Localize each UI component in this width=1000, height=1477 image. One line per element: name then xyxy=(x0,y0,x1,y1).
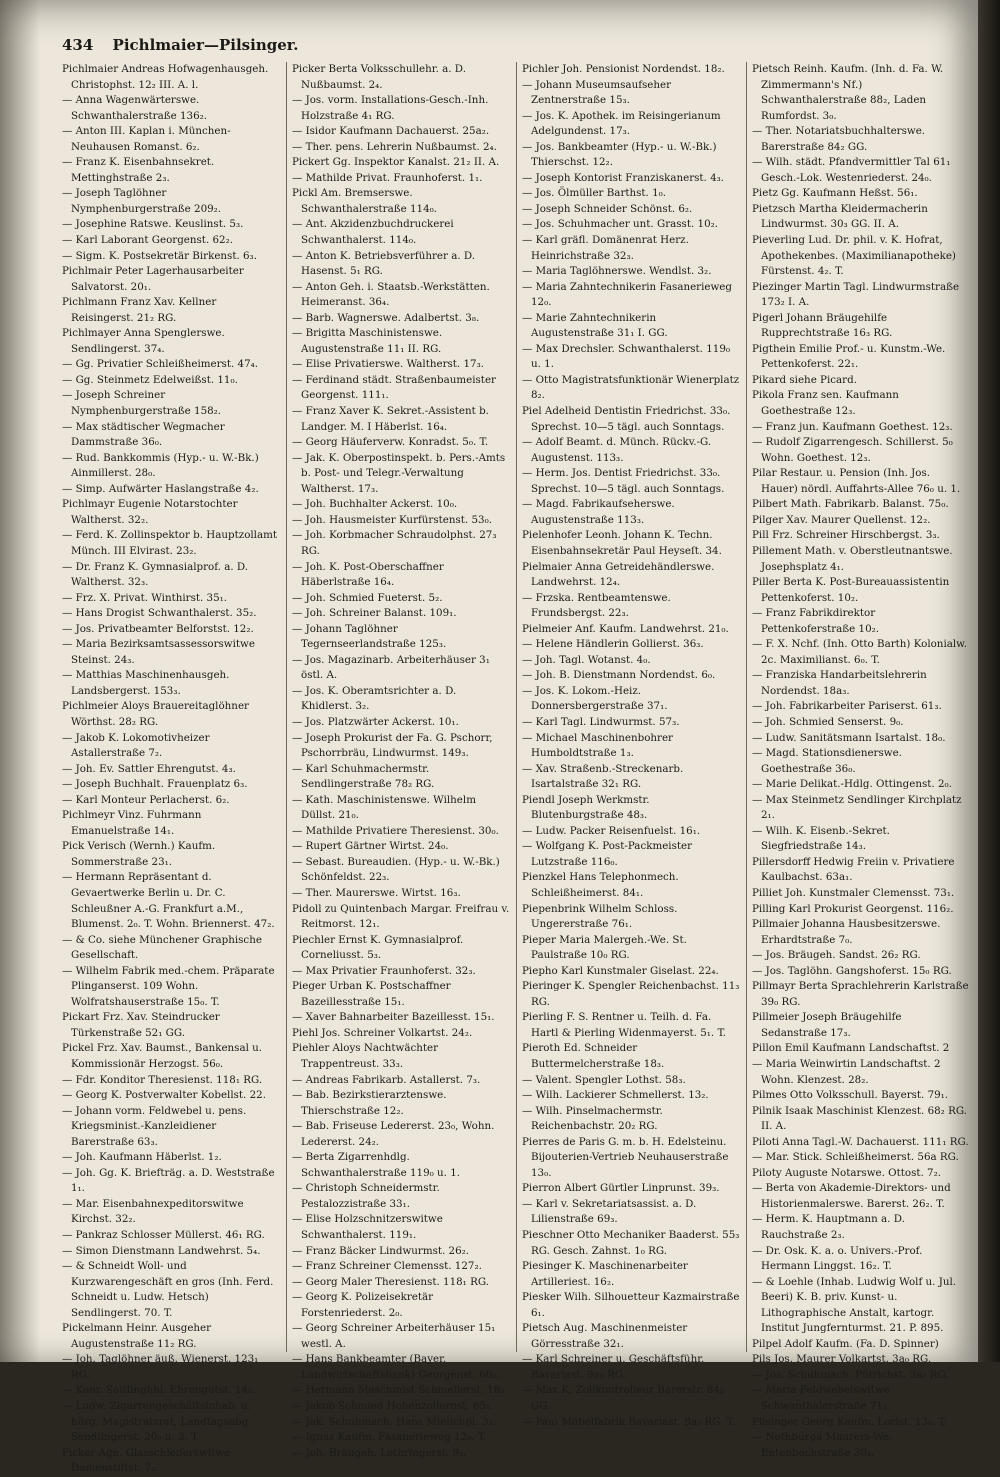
directory-entry: — Brigitta Maschinistenswe. Augustenstraße 11₁ II. RG. xyxy=(292,327,443,355)
directory-entry: — Joh. Hausmeister Kurfürstenst. 53₀. xyxy=(292,513,492,526)
directory-entry: — Jos. K. Lokom.-Heiz. Donnersbergerstraße 37₁. xyxy=(522,684,668,713)
directory-entry: — Hans Drogist Schwanthalerst. 35₂. xyxy=(62,607,257,620)
directory-entry: Pichlmayer Anna Spenglerswe. Sendlingerst. 37₄. xyxy=(62,327,225,355)
directory-entry: — Anton Geh. i. Staatsb.-Werkstätten. Heimeranst. 36₄. xyxy=(292,280,490,309)
directory-entry: — Bab. Friseuse Ledererst. 23₀, Wohn. Ledererst. 24₂. xyxy=(292,1120,495,1148)
book-edge-shadow xyxy=(978,0,1000,1362)
directory-entry: — Rupert Gärtner Wirtst. 24₀. xyxy=(292,840,449,853)
directory-entry: Pichler Joh. Pensionist Nordendst. 18₂. xyxy=(522,63,725,75)
directory-entry: — Otto Magistratsfunktionär Wienerplatz 8₂. xyxy=(522,373,740,402)
directory-entry: — Max Privatier Fraunhoferst. 32₃. xyxy=(292,964,476,977)
directory-entry: — Jos. Magazinarb. Arbeiterhäuser 3₁ östl. A. xyxy=(292,653,490,682)
directory-entry: Piloti Anna Tagl.-W. Dachauerst. 111₁ RG. xyxy=(752,1135,969,1148)
directory-entry: Pilar Restaur. u. Pension (Inh. Jos. Hauer) nördl. Auffahrts-Allee 76₀ u. 1. xyxy=(752,467,961,495)
directory-entry: Pierron Albert Gürtler Linprunst. 39₃. xyxy=(522,1182,720,1195)
directory-entry: — Bab. Bezirkstierarztenswe. Thierschstraße 12₂. xyxy=(292,1089,447,1117)
directory-entry: — Jos. Taglöhn. Gangshoferst. 15₀ RG. xyxy=(752,964,952,977)
directory-entry: — Joseph Schreiner Nymphenburgerstraße 158₂. xyxy=(62,389,222,418)
directory-entry: — Jos. Bankbeamter (Hyp.- u. W.-Bk.) Thierschst. 12₂. xyxy=(522,140,717,169)
directory-entry: — Georg Häuferverw. Konradst. 5₀. T. xyxy=(292,436,489,449)
directory-entry: — Herm. Jos. Dentist Friedrichst. 33₀. Sprechst. 10—5 tägl. auch Sonntags. xyxy=(522,467,725,495)
directory-entry: — Jos. Bräugeh. Sandst. 26₂ RG. xyxy=(752,949,921,962)
directory-entry: — F. X. Nchf. (Inh. Otto Barth) Kolonialw. 2c. Maximilianst. 6₀. T. xyxy=(752,638,968,666)
directory-entry: — Joh. Schmied Fueterst. 5₂. xyxy=(292,591,443,604)
directory-entry: Piloty Auguste Notarswe. Ottost. 7₂. xyxy=(752,1166,942,1179)
directory-entry: — Sebast. Bureaudien. (Hyp.- u. W.-Bk.) Schönfeldst. 22₃. xyxy=(292,855,500,884)
directory-entry: — Dr. Osk. K. a. o. Univers.-Prof. Hermann Linggst. 16₂. T. xyxy=(752,1244,923,1273)
directory-entry: Pickart Frz. Xav. Steindrucker Türkenstraße 52₁ GG. xyxy=(62,1011,220,1039)
directory-entry: Pichlmeyr Vinz. Fuhrmann Emanuelstraße 14₁. xyxy=(62,809,202,837)
directory-entry: Piesinger K. Maschinenarbeiter Artilleriest. 16₂. xyxy=(522,1260,688,1288)
directory-entry: — Herm. K. Hauptmann a. D. Rauchstraße 2₃. xyxy=(752,1213,905,1242)
directory-entry: Pillon Emil Kaufmann Landschaftst. 2 xyxy=(752,1042,950,1055)
directory-entry: Pietsch Aug. Maschinenmeister Görresstraße 32₁. xyxy=(522,1322,688,1350)
directory-entry: — Maria Taglöhnerswe. Wendlst. 3₂. xyxy=(522,265,712,278)
directory-entry: — Gg. Privatier Schleißheimerst. 47₄. xyxy=(62,358,259,371)
directory-entry: Pickelmann Heinr. Ausgeher Augustenstraße 11₂ RG. xyxy=(62,1322,212,1350)
directory-entry: — Maria Feldwebelswitwe Schwanthalerstraße 71₁. xyxy=(752,1384,891,1413)
directory-entry: — Karl Laborant Georgenst. 62₂. xyxy=(62,234,233,247)
directory-entry: — Adolf Beamt. d. Münch. Rückv.-G. Augustenst. 113₃. xyxy=(522,436,712,464)
column-2 xyxy=(292,62,510,1459)
directory-entry: — Marie Delikat.-Hdlg. Ottingenst. 2₀. xyxy=(752,778,952,791)
directory-entry: — Jos. Privatbeamter Belforstst. 12₂. xyxy=(62,622,254,635)
directory-entry: Pichlmair Peter Lagerhausarbeiter Salvatorst. 20₁. xyxy=(62,265,244,293)
directory-entry: — Jos. Schuhmacher unt. Grasst. 10₂. xyxy=(522,218,719,231)
directory-entry: — Karl Schreiner u. Geschäftsführ. Bavariast. 9a₃ RG. xyxy=(522,1353,705,1381)
directory-entry: — Ther. pens. Lehrerin Nußbaumst. 2₄. xyxy=(292,140,497,153)
directory-entry: — Joh. Ev. Sattler Ehrengutst. 4₃. xyxy=(62,762,236,775)
directory-entry: — Elise Privatierswe. Waltherst. 17₃. xyxy=(292,358,484,371)
directory-entry: Pickert Gg. Inspektor Kanalst. 21₂ II. A. xyxy=(292,156,500,169)
directory-entry: Pieger Urban K. Postschaffner Bazeillesstraße 15₁. xyxy=(292,980,451,1008)
directory-entry: Pielenhofer Leonh. Johann K. Techn. Eisenbahnsekretär Paul Heyseſt. 34. xyxy=(522,529,722,557)
directory-entry: Piendl Joseph Werkmstr. Blutenburgstraße 48₃. xyxy=(522,793,650,822)
directory-entry: — Magd. Stationsdienerswe. Goethestraße 36₀. xyxy=(752,747,902,775)
directory-entry: — Fdr. Konditor Theresienst. 118₁ RG. xyxy=(62,1073,263,1086)
directory-entry: — Wilh. städt. Pfandvermittler Tal 61₁ Gesch.-Lok. Westenriederst. 24₀. xyxy=(752,156,951,184)
directory-entry: Pickl Am. Bremserswe. Schwanthalerstraße 114₀. xyxy=(292,187,438,215)
directory-entry: — Rudolf Zigarrengesch. Schillerst. 5₀ Wohn. Goethest. 12₃. xyxy=(752,436,953,464)
directory-entry: — Xav. Straßenb.-Streckenarb. Isartalstraße 32₁ RG. xyxy=(522,762,684,791)
directory-entry: — Matthias Maschinenhausgeh. Landsbergerst. 153₃. xyxy=(62,669,230,697)
directory-entry: Pilmes Otto Volksschull. Bayerst. 79₁. xyxy=(752,1089,949,1102)
directory-entry: — Wilh. Pinselmachermstr. Reichenbachstr. 20₂ RG. xyxy=(522,1104,663,1133)
directory-entry: — Frz. X. Privat. Winthirst. 35₁. xyxy=(62,591,228,604)
directory-entry: — Franz jun. Kaufmann Goethest. 12₃. xyxy=(752,420,953,433)
directory-entry: — Jos. K. Apothek. im Reisingerianum Adelgundenst. 17₃. xyxy=(522,109,721,138)
directory-entry: Pilbert Math. Fabrikarb. Balanst. 75₀. xyxy=(752,498,949,511)
directory-entry: Pierres de Paris G. m. b. H. Edelsteinu. Bijouterien-Vertrieb Neuhauserstraße 13₀. xyxy=(522,1135,729,1179)
directory-entry: Picker Agn. Glasschleiferswitwe Damenstiftst. 7₃. xyxy=(62,1446,231,1475)
directory-entry: — Maria Weinwirtin Landschaftst. 2 Wohn. Klenzest. 28₂. xyxy=(752,1058,941,1086)
directory-entry: — Joseph Kontorist Franziskanerst. 4₃. xyxy=(522,171,725,184)
directory-entry: — Franz K. Eisenbahnsekret. Mettinghstraße 2₃. xyxy=(62,156,215,184)
directory-entry: — & Co. siehe Münchener Graphische Gesellschaft. xyxy=(62,933,262,962)
directory-entry: Pikola Franz sen. Kaufmann Goethestraße 12₃. xyxy=(752,389,899,418)
directory-entry: Pikard siehe Picard. xyxy=(752,373,857,386)
directory-entry: — Johann Taglöhner Tegernseerlandstraße 125₃. xyxy=(292,622,447,651)
directory-entry: Piller Berta K. Post-Bureauassistentin Pettenkoferst. 10₂. xyxy=(752,576,950,604)
directory-entry: — Franz Schreiner Clemensst. 127₂. xyxy=(292,1260,482,1273)
column-4 xyxy=(752,62,970,1459)
directory-entry: — Mathilde Privatiere Theresienst. 30₀. xyxy=(292,824,499,837)
directory-entry: — Joh. Fabrikarbeiter Pariserst. 61₃. xyxy=(752,700,942,713)
directory-entry: — Barb. Wagnerswe. Adalbertst. 3₈. xyxy=(292,311,480,324)
directory-entry: Pillersdorff Hedwig Freiin v. Privatiere Kaulbachst. 63a₁. xyxy=(752,855,955,884)
directory-entry: — Berta von Akademie-Direktors- und Historienmalerswe. Barerst. 26₂. T. xyxy=(752,1182,951,1210)
directory-entry: — Wilh. K. Eisenb.-Sekret. Siegfriedstraße 14₃. xyxy=(752,824,890,853)
directory-entry: — Georg K. Polizeisekretär Forstenriederst. 2₀. xyxy=(292,1291,434,1319)
directory-entry: — Jos. Platzwärter Ackerst. 10₁. xyxy=(292,715,459,728)
column-3 xyxy=(522,62,740,1428)
directory-entry: — Pankraz Schlosser Müllerst. 46₁ RG. xyxy=(62,1229,265,1242)
directory-entry: Pickel Frz. Xav. Baumst., Bankensal u. Kommissionär Herzogst. 56₀. xyxy=(62,1042,263,1070)
directory-entry: — Ludw. Zigarrengeschäftsinhab. u. bürg. Magistratsrat, Landtagsabg. Sendlingerst. 20₀ u. 3. T. xyxy=(62,1400,252,1444)
directory-entry: — Joh. Gg. K. Briefträg. a. D. Weststraße 1₁. xyxy=(62,1166,275,1195)
directory-entry: — Joh. Kaufmann Häberlst. 1₂. xyxy=(62,1151,222,1164)
directory-entry: — Hermann Repräsentant d. Gevaertwerke Berlin u. Dr. C. Schleußner A.-G. Frankfurt a.M., Blumenst. 2₀. T. Wohn. Briennerst. 47₂. xyxy=(62,871,275,931)
directory-entry: Pilling Karl Prokurist Georgenst. 116₂. xyxy=(752,902,954,915)
directory-entry: Picker Berta Volksschullehr. a. D. Nußbaumst. 2₄. xyxy=(292,63,466,91)
directory-entry: Pigthein Emilie Prof.- u. Kunstm.-We. Pettenkoferst. 22₁. xyxy=(752,342,946,371)
directory-entry: — Mar. Eisenbahnexpeditorswitwe Kirchst. 32₂. xyxy=(62,1197,244,1226)
directory-entry: — Paul Möbelfabrik Bavariast. 9a₂ RG. T. xyxy=(522,1415,736,1428)
directory-entry: — Josephine Ratswe. Keuslinst. 5₃. xyxy=(62,218,244,231)
directory-entry: Pillmayr Berta Sprachlehrerin Karlstraße 39₀ RG. xyxy=(752,980,969,1008)
directory-entry: Pillmaier Johanna Hausbesitzerswe. Erhardtstraße 7₀. xyxy=(752,918,941,946)
directory-entry: — Berta Zigarrenhdlg. Schwanthalerstraße 119₀ u. 1. xyxy=(292,1151,461,1179)
directory-entry: — Dr. Franz K. Gymnasialprof. a. D. Waltherst. 32₃. xyxy=(62,560,249,589)
directory-entry: Pilger Xav. Maurer Quellenst. 12₂. xyxy=(752,513,931,526)
directory-entry: Pilnik Isaak Maschinist Klenzest. 68₂ RG. II. A. xyxy=(752,1104,967,1133)
directory-entry: — & Loehle (Inhab. Ludwig Wolf u. Jul. Beeri) K. B. priv. Kunst- u. Lithographische Anstalt, kartogr. Institut Jungfernturmst. 21. P. 895. xyxy=(752,1275,957,1335)
directory-entry: — Joh. Tagl. Wotanst. 4₀. xyxy=(522,653,651,666)
directory-entry: — Hermann Maschinist Schmellerst. 18₃. xyxy=(292,1384,508,1397)
directory-entry: — Maria Zahntechnikerin Fasanerieweg 12₀. xyxy=(522,280,732,309)
directory-entry: — Kath. Maschinistenswe. Wilhelm Düllst. 21₀. xyxy=(292,793,476,822)
directory-entry: — Jos. Ölmüller Barthst. 1₀. xyxy=(522,187,667,200)
directory-entry: Pichlmann Franz Xav. Kellner Reisingerst. 21₂ RG. xyxy=(62,296,217,324)
directory-entry: — Joseph Prokurist der Fa. G. Pschorr, Pschorrbräu, Lindwurmst. 149₃. xyxy=(292,731,493,760)
directory-entry: — Michael Maschinenbohrer Humboldtstraße 1₃. xyxy=(522,731,673,760)
directory-entry: — Wolfgang K. Post-Packmeister Lutzstraße 116₀. xyxy=(522,840,693,868)
directory-entry: Pietz Gg. Kaufmann Heßst. 56₁. xyxy=(752,187,918,200)
directory-entry: — Max Steinmetz Sendlinger Kirchplatz 2₁. xyxy=(752,793,962,822)
directory-entry: — Ignaz Kaufm. Fasanerieweg 12₀. T. xyxy=(292,1431,487,1444)
directory-entry: — Joh. Korbmacher Schraudolphst. 27₃ RG. xyxy=(292,529,497,557)
directory-entry: Pierling F. S. Rentner u. Teilh. d. Fa. Hartl & Pierling Widenmayerst. 5₁. T. xyxy=(522,1011,727,1039)
directory-entry: — Jak. K. Oberpostinspekt. b. Pers.-Amts b. Post- und Telegr.-Verwaltung Waltherst. 17₃. xyxy=(292,451,506,495)
directory-entry: Pichlmeier Aloys Brauereitaglöhner Wörthst. 28₂ RG. xyxy=(62,700,249,728)
directory-entry: Pill Frz. Schreiner Hirschbergst. 3₃. xyxy=(752,529,940,542)
directory-entry: — Franz Fabrikdirektor Pettenkoferstraße 10₂. xyxy=(752,607,880,635)
directory-entry: Pigerl Johann Bräugehilfe Rupprechtstraße 16₃ RG. xyxy=(752,311,893,340)
directory-entry: — Joh. Buchhalter Ackerst. 10₀. xyxy=(292,498,458,511)
directory-entry: — Karl gräfl. Domänenrat Herz. Heinrichstraße 32₃. xyxy=(522,234,689,262)
directory-entry: — Andreas Fabrikarb. Astallerst. 7₃. xyxy=(292,1073,481,1086)
directory-entry: Pieper Maria Malergeh.-We. St. Paulstraße 10₀ RG. xyxy=(522,933,687,962)
directory-entry: — Maria Bezirksamtsassessorswitwe Steinst. 24₃. xyxy=(62,638,255,666)
directory-entry: Pieringer K. Spengler Reichenbachst. 11₃ RG. xyxy=(522,980,740,1008)
directory-entry: — Marie Zahntechnikerin Augustenstraße 31₁ I. GG. xyxy=(522,311,668,340)
directory-entry: Pietzsch Martha Kleidermacherin Lindwurmst. 30₃ GG. II. A. xyxy=(752,202,928,231)
directory-entry: — Frzska. Rentbeamtenswe. Frundsbergst. 22₃. xyxy=(522,591,671,620)
entry-columns xyxy=(62,62,969,1475)
directory-entry: — Ludw. Sanitätsmann Isartalst. 18₀. xyxy=(752,731,946,744)
directory-entry: — Anna Wagenwärterswe. Schwanthalerstraße 136₂. xyxy=(62,94,208,122)
directory-entry: Pick Verisch (Wernh.) Kaufm. Sommerstraße 23₁. xyxy=(62,840,216,868)
directory-entry: — Xaver Bahnarbeiter Bazeillesst. 15₁. xyxy=(292,1011,495,1024)
directory-entry: — Jakob Schmied Hohenzollernst. 65₁. xyxy=(292,1400,494,1413)
directory-entry: Pieschner Otto Mechaniker Baaderst. 55₃ RG. Gesch. Zahnst. 1₀ RG. xyxy=(522,1229,740,1257)
directory-entry: — Joh. Schreiner Balanst. 109₁. xyxy=(292,607,457,620)
directory-entry: — Georg K. Postverwalter Kobellst. 22. xyxy=(62,1089,266,1102)
directory-entry: — Ther. Maurerswe. Wirtst. 16₃. xyxy=(292,886,461,899)
directory-entry: — Ludw. Packer Reisenfuelst. 16₁. xyxy=(522,824,701,837)
directory-entry: — Konr. Saitlinghbl. Ehrengutst. 14₂. xyxy=(62,1384,256,1397)
directory-entry: Pichlmaier Andreas Hofwagenhausgeh. Christophst. 12₂ III. A. l. xyxy=(62,63,269,91)
column-divider xyxy=(746,62,747,1352)
directory-entry: — Jos. K. Oberamtsrichter a. D. Khidlerst. 3₂. xyxy=(292,684,457,713)
page-title: Pichlmaier—Pilsinger. xyxy=(112,36,299,54)
directory-entry: Pillmeier Joseph Bräugehilfe Sedanstraße 17₃. xyxy=(752,1011,902,1039)
directory-entry: — Joh. Bräugeh. Lothringerst. 9₂. xyxy=(292,1446,467,1459)
directory-entry: — Elise Holzschnitzerswitwe Schwanthalerst. 119₁. xyxy=(292,1213,443,1242)
directory-entry: Pilliet Joh. Kunstmaler Clemensst. 73₁. xyxy=(752,886,955,899)
directory-entry: — Jakob K. Lokomotivheizer Astallerstraße 7₂. xyxy=(62,731,210,760)
directory-entry: — Joseph Buchhalt. Frauenplatz 6₃. xyxy=(62,778,248,791)
directory-entry: — Ther. Notariatsbuchhalterswe. Barerstraße 84₂ GG. xyxy=(752,125,926,153)
directory-entry: — Ant. Akzidenzbuchdruckerei Schwanthalerst. 114₀. xyxy=(292,218,454,247)
directory-entry: Pichlmayr Eugenie Notarstochter Waltherst. 32₂. xyxy=(62,498,238,526)
directory-entry: — Franziska Handarbeitslehrerin Nordendst. 18a₃. xyxy=(752,669,927,697)
page-spine-shadow xyxy=(0,0,40,1362)
directory-entry: Piehler Aloys Nachtwächter Trappentreust. 33₃. xyxy=(292,1042,439,1070)
directory-entry: — Jos. Schuhmach. Pütrichst. 3a₀ RG. xyxy=(752,1368,949,1381)
directory-entry: — Franz Bäcker Lindwurmst. 26₂. xyxy=(292,1244,470,1257)
directory-entry: — Karl v. Sekretariatsassist. a. D. Lilienstraße 69₃. xyxy=(522,1197,697,1226)
directory-entry: Pillement Math. v. Oberstleutnantswe. Josephsplatz 4₁. xyxy=(752,544,953,573)
directory-entry: Pielmaier Anna Getreidehändlerswe. Landwehrst. 12₄. xyxy=(522,560,715,589)
directory-entry: — Karl Schuhmachermstr. Sendlingerstraße 78₂ RG. xyxy=(292,762,435,791)
directory-entry: — Wilhelm Fabrik med.-chem. Präparate Plinganserst. 109 Wohn. Wolfratshauserstraße 15₀. T. xyxy=(62,964,275,1008)
directory-entry: — Joh. K. Post-Oberschaffner Häberlstraße 16₄. xyxy=(292,560,444,589)
directory-entry: — & Schneidt Woll- und Kurzwarengeschäft en gros (Inh. Ferd. Schneidt u. Ludw. Hetsch) Sendlingerst. 70. T. xyxy=(62,1260,274,1319)
directory-entry: — Hans Bankbeamter (Bayer. Landwirtschaftsbank) Georgenst. 60₃. xyxy=(292,1353,500,1381)
directory-entry: Pilsinger Georg Kaufm. Lorist. 13₀. T. xyxy=(752,1415,948,1428)
directory-entry: — Max städtischer Wegmacher Dammstraße 36₀. xyxy=(62,420,225,449)
directory-entry: Piezinger Martin Tagl. Lindwurmstraße 173₂ I. A. xyxy=(752,280,960,309)
directory-entry: Pilpel Adolf Kaufm. (Fa. D. Spinner) xyxy=(752,1337,939,1350)
directory-entry: — Rud. Bankkommis (Hyp.- u. W.-Bk.) Ainmillerst. 28₀. xyxy=(62,451,259,480)
directory-entry: — Karl Tagl. Lindwurmst. 57₃. xyxy=(522,715,680,728)
directory-entry: Piel Adelheid Dentistin Friedrichst. 33₀. Sprechst. 10—5 tägl. auch Sonntags. xyxy=(522,405,731,433)
column-1 xyxy=(62,62,280,1475)
directory-entry: — Max K. Zollkontrolleur Barerstr. 84₂ GG. xyxy=(522,1384,724,1413)
directory-entry: — Ferd. K. Zollinspektor b. Hauptzollamt Münch. III Elvirast. 23₂. xyxy=(62,529,278,557)
directory-entry: — Jos. vorm. Installations-Gesch.-Inh. Holzstraße 4₁ RG. xyxy=(292,94,489,122)
directory-entry: Piechler Ernst K. Gymnasialprof. Corneliusst. 5₃. xyxy=(292,933,464,962)
directory-entry: — Christoph Schneidermstr. Pestalozzistraße 33₁. xyxy=(292,1182,440,1210)
directory-entry: — Ferdinand städt. Straßenbaumeister Georgenst. 111₁. xyxy=(292,373,496,402)
column-divider xyxy=(516,62,517,1352)
directory-entry: — Karl Monteur Perlacherst. 6₂. xyxy=(62,793,230,806)
directory-entry: — Anton III. Kaplan i. München-Neuhausen Romanst. 6₂. xyxy=(62,125,231,153)
directory-entry: Piehl Jos. Schreiner Volkartst. 24₂. xyxy=(292,1026,473,1039)
directory-entry: Piesker Wilh. Silhouetteur Kazmairstraße 6₁. xyxy=(522,1291,740,1319)
directory-entry: — Max Drechsler. Schwanthalerst. 119₀ u. 1. xyxy=(522,342,731,371)
directory-entry: — Mar. Stick. Schleißheimerst. 56a RG. xyxy=(752,1151,959,1164)
directory-entry: — Sigm. K. Postsekretär Birkenst. 6₃. xyxy=(62,249,257,262)
directory-entry: Piepho Karl Kunstmaler Giselast. 22₄. xyxy=(522,964,719,977)
directory-entry: — Johann vorm. Feldwebel u. pens. Kriegsminist.-Kanzleidiener Barerstraße 63₃. xyxy=(62,1104,247,1148)
page-header xyxy=(62,36,942,60)
directory-entry: — Isidor Kaufmann Dachauerst. 25a₂. xyxy=(292,125,490,138)
directory-entry: — Georg Maler Theresienst. 118₁ RG. xyxy=(292,1275,489,1288)
directory-entry: — Nothburga Maurers-We. Entenbachstraße 30₄. xyxy=(752,1431,893,1459)
directory-entry: — Joh. Schmied Senserst. 9₀. xyxy=(752,715,904,728)
directory-entry: — Joh. B. Dienstmann Nordendst. 6₀. xyxy=(522,669,716,682)
directory-entry: — Valent. Spengler Lothst. 58₃. xyxy=(522,1073,686,1086)
directory-entry: — Joseph Taglöhner Nymphenburgerstraße 209₂. xyxy=(62,187,222,215)
directory-entry: — Wilh. Lackierer Schmellerst. 13₂. xyxy=(522,1089,709,1102)
directory-entry: — Jak. Schuhmach. Hans Mielichpl. 3₃. xyxy=(292,1415,496,1428)
page-number: 434 xyxy=(62,36,94,54)
directory-entry: — Johann Museumsaufseher Zentnerstraße 15₃. xyxy=(522,78,672,107)
directory-entry: Piepenbrink Wilhelm Schloss. Ungererstraße 76₁. xyxy=(522,902,678,931)
directory-entry: — Gg. Steinmetz Edelweißst. 11₀. xyxy=(62,373,238,386)
directory-entry: Pieverling Lud. Dr. phil. v. K. Hofrat, Apothekenbes. (Maximilianapotheke) Fürstenst. 4₂. T. xyxy=(752,234,956,278)
directory-entry: Pils Jos. Maurer Volkartst. 3a₀ RG. xyxy=(752,1353,932,1366)
directory-entry: — Magd. Fabrikaufseherswe. Augustenstraße 113₃. xyxy=(522,498,675,526)
directory-entry: Pieroth Ed. Schneider Buttermelcherstraße 18₃. xyxy=(522,1042,665,1070)
directory-entry: Pietsch Reinh. Kaufm. (Inh. d. Fa. W. Zimmermann's Nf.) Schwanthalerstraße 88₂, Laden Rumfordst. 3₀. xyxy=(752,63,944,122)
directory-entry: — Joh. Taglöhner äuß. Wienerst. 123₁ RG. xyxy=(62,1353,259,1381)
directory-entry: Pienzkel Hans Telephonmech. Schleißheimerst. 84₁. xyxy=(522,871,679,899)
directory-entry: — Simp. Aufwärter Haslangstraße 4₂. xyxy=(62,482,259,495)
directory-entry: — Simon Dienstmann Landwehrst. 5₄. xyxy=(62,1244,261,1257)
directory-entry: — Joseph Schneider Schönst. 6₂. xyxy=(522,202,693,215)
directory-entry: Pielmeier Anf. Kaufm. Landwehrst. 21₀. xyxy=(522,622,729,635)
directory-entry: Pidoll zu Quintenbach Margar. Freifrau v. Reitmorst. 12₁. xyxy=(292,902,510,931)
directory-entry: — Helene Händlerin Gollierst. 36₃. xyxy=(522,638,704,651)
directory-entry: — Mathilde Privat. Fraunhoferst. 1₁. xyxy=(292,171,483,184)
directory-entry: — Franz Xaver K. Sekret.-Assistent b. Landger. M. I Häberlst. 16₄. xyxy=(292,405,489,433)
directory-entry: — Georg Schreiner Arbeiterhäuser 15₁ westl. A. xyxy=(292,1322,496,1350)
column-divider xyxy=(286,62,287,1352)
directory-entry: — Anton K. Betriebsverführer a. D. Hasenst. 5₁ RG. xyxy=(292,249,476,278)
